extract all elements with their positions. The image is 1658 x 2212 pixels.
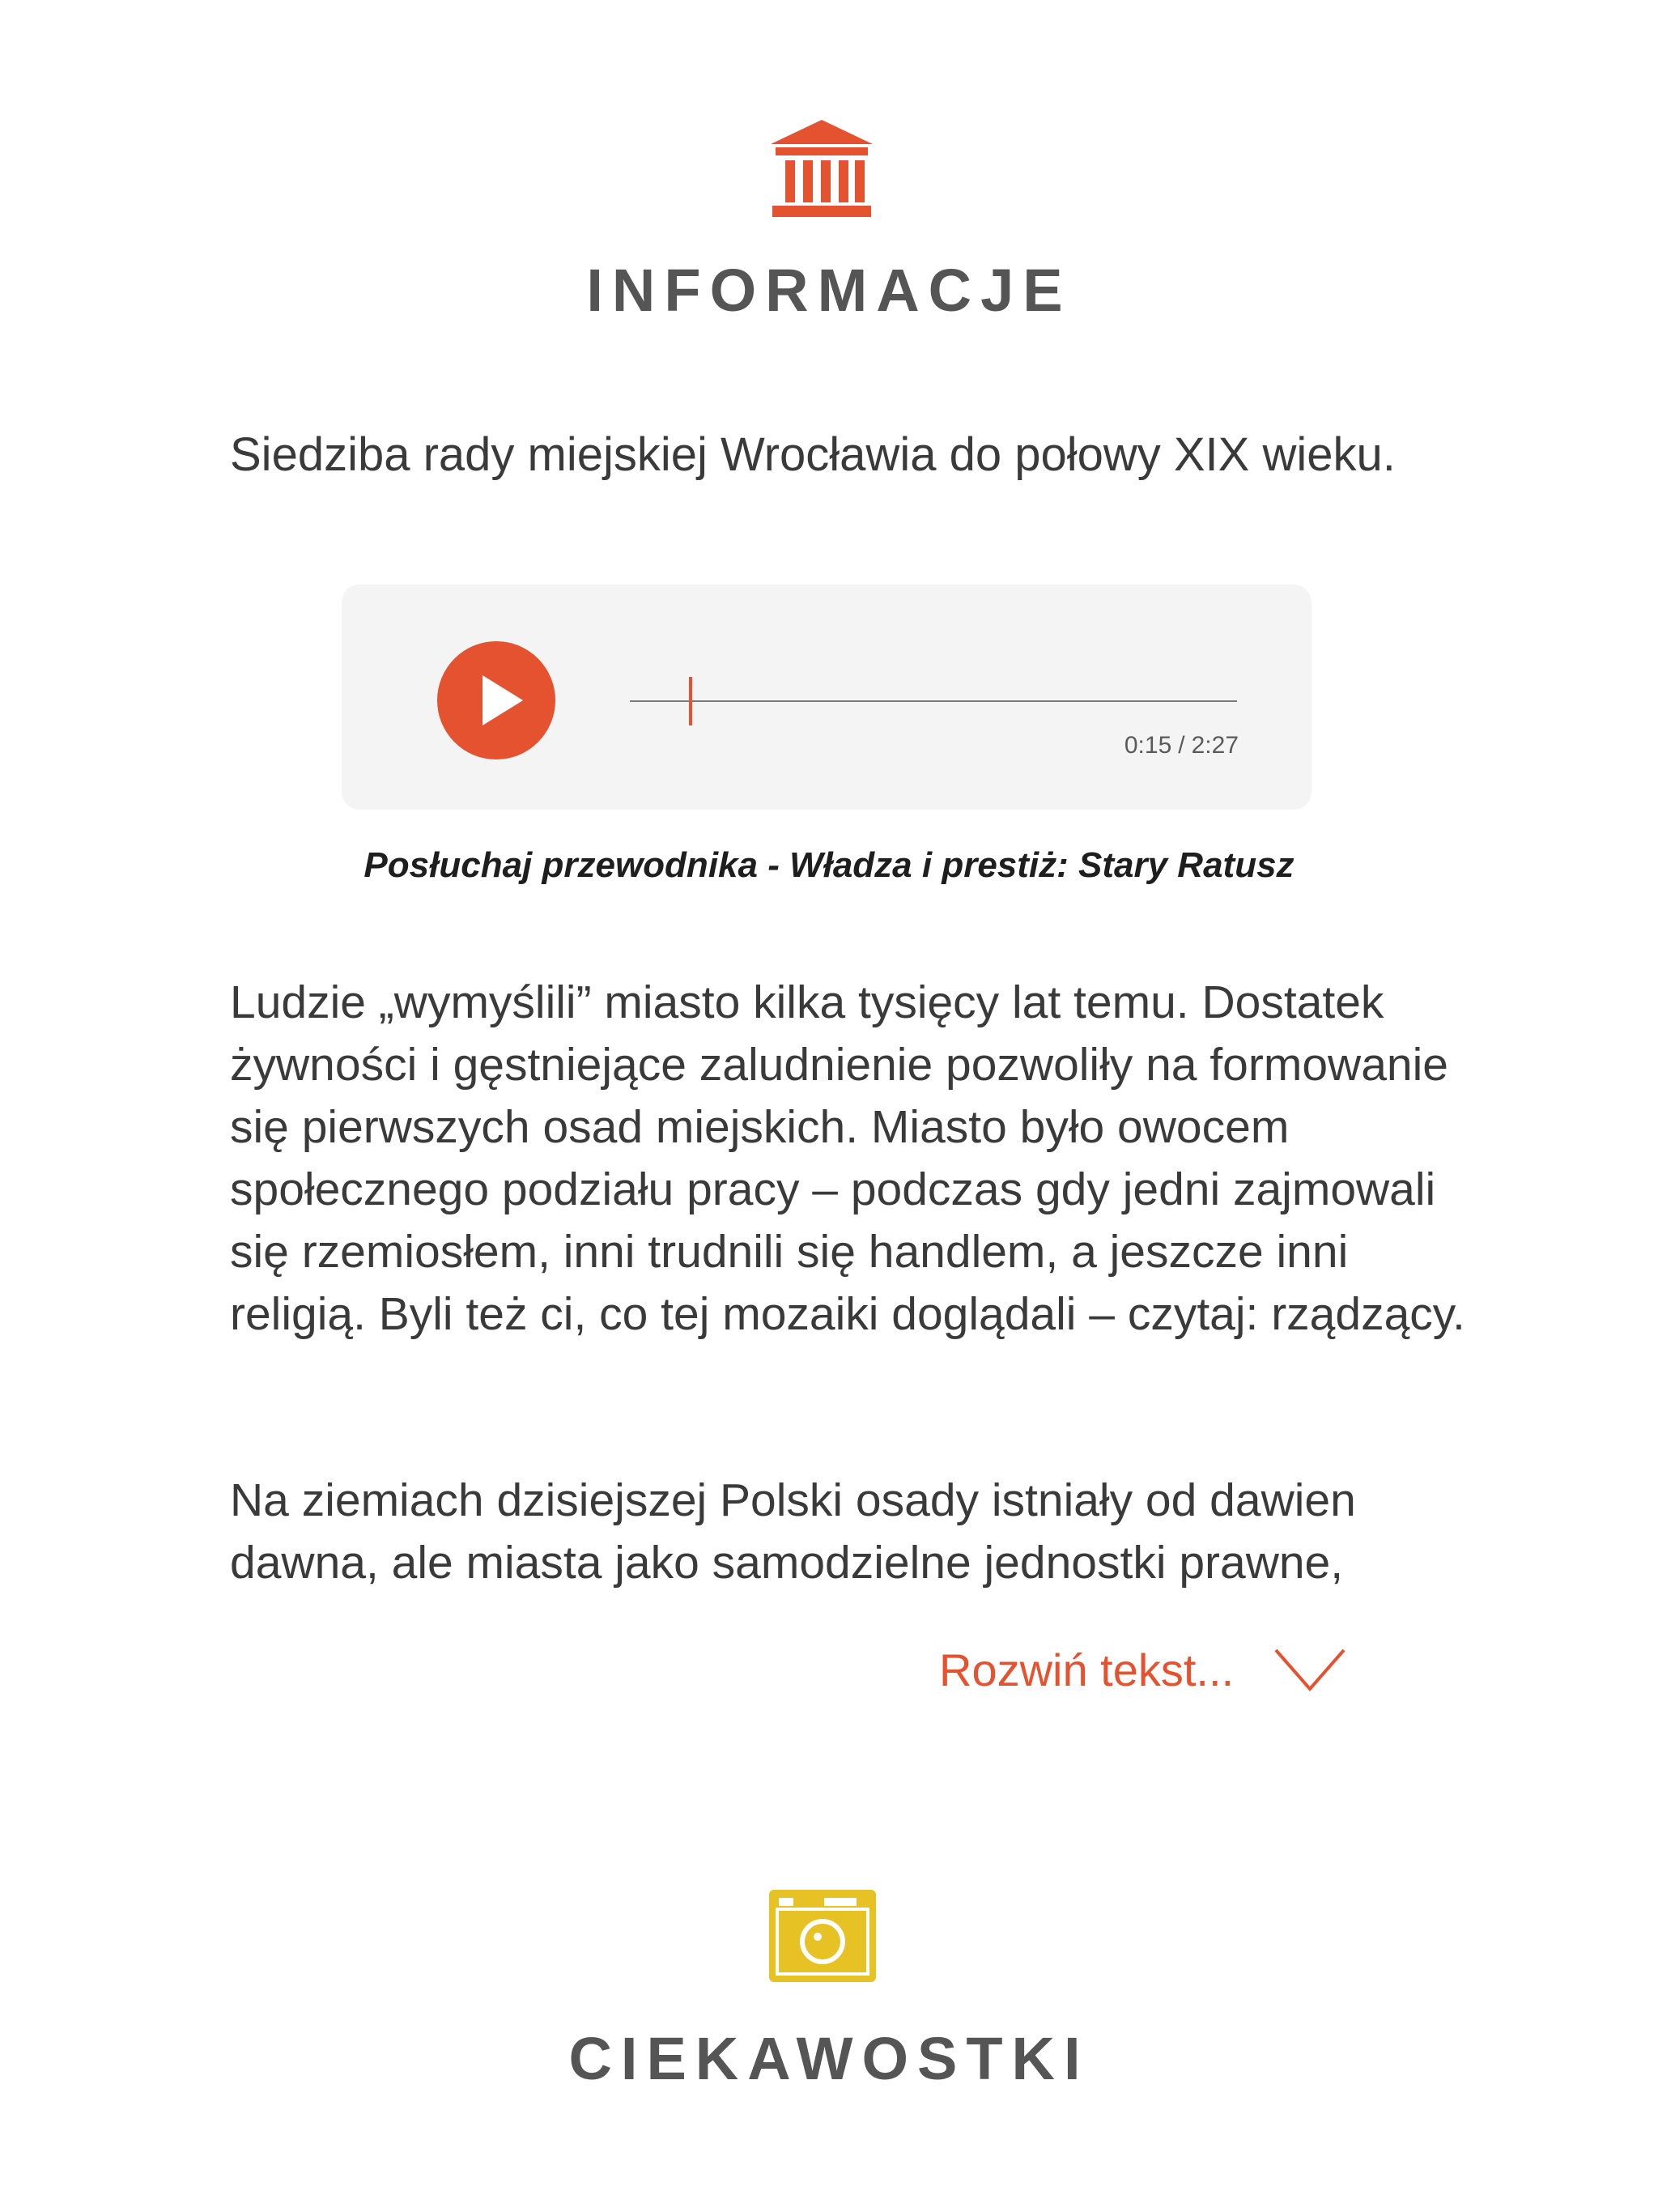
intro-text: Siedziba rady miejskiej Wrocławia do połowy XIX wieku. bbox=[230, 428, 1396, 481]
audio-player bbox=[342, 585, 1312, 810]
audio-caption: Posłuchaj przewodnika - Władza i prestiż: Stary Ratusz bbox=[363, 845, 1295, 885]
camera-icon bbox=[769, 1890, 876, 1982]
expand-text-button[interactable] bbox=[939, 1644, 1346, 1696]
museum-icon bbox=[769, 120, 874, 219]
expand-text-label: Rozwiń tekst... bbox=[939, 1644, 1235, 1695]
audio-time bbox=[1124, 732, 1239, 759]
play-button[interactable] bbox=[437, 641, 555, 759]
audio-time-current: 0:15 bbox=[1124, 732, 1172, 759]
audio-progress-track[interactable] bbox=[630, 700, 1237, 702]
audio-time-separator: / bbox=[1178, 732, 1185, 759]
chevron-down-icon bbox=[1274, 1648, 1346, 1692]
audio-time-total: 2:27 bbox=[1191, 732, 1239, 759]
article-paragraph-1: Ludzie „wymyślili” miasto kilka tysięcy lat temu. Dostatek żywności i gęstniejące zaludnienie pozwoliły na formowanie się pierwszych osad miejskich. Miasto było owocem społecznego podziału pracy – podczas gdy jedni zajmowali się rzemiosłem, inni trudnili się handlem, a jeszcze inni religią. Byli też ci, co tej mozaiki doglądali – czytaj: rządzący. bbox=[230, 976, 1465, 1340]
article-paragraph-2: Na ziemiach dzisiejszej Polski osady istniały od dawien dawna, ale miasta jako samodzielne jednostki prawne, bbox=[230, 1474, 1356, 1589]
section-title-informacje: INFORMACJE bbox=[586, 257, 1072, 324]
play-icon bbox=[437, 641, 555, 759]
section-title-ciekawostki: CIEKAWOSTKI bbox=[568, 2025, 1090, 2092]
audio-playhead[interactable] bbox=[689, 677, 692, 725]
